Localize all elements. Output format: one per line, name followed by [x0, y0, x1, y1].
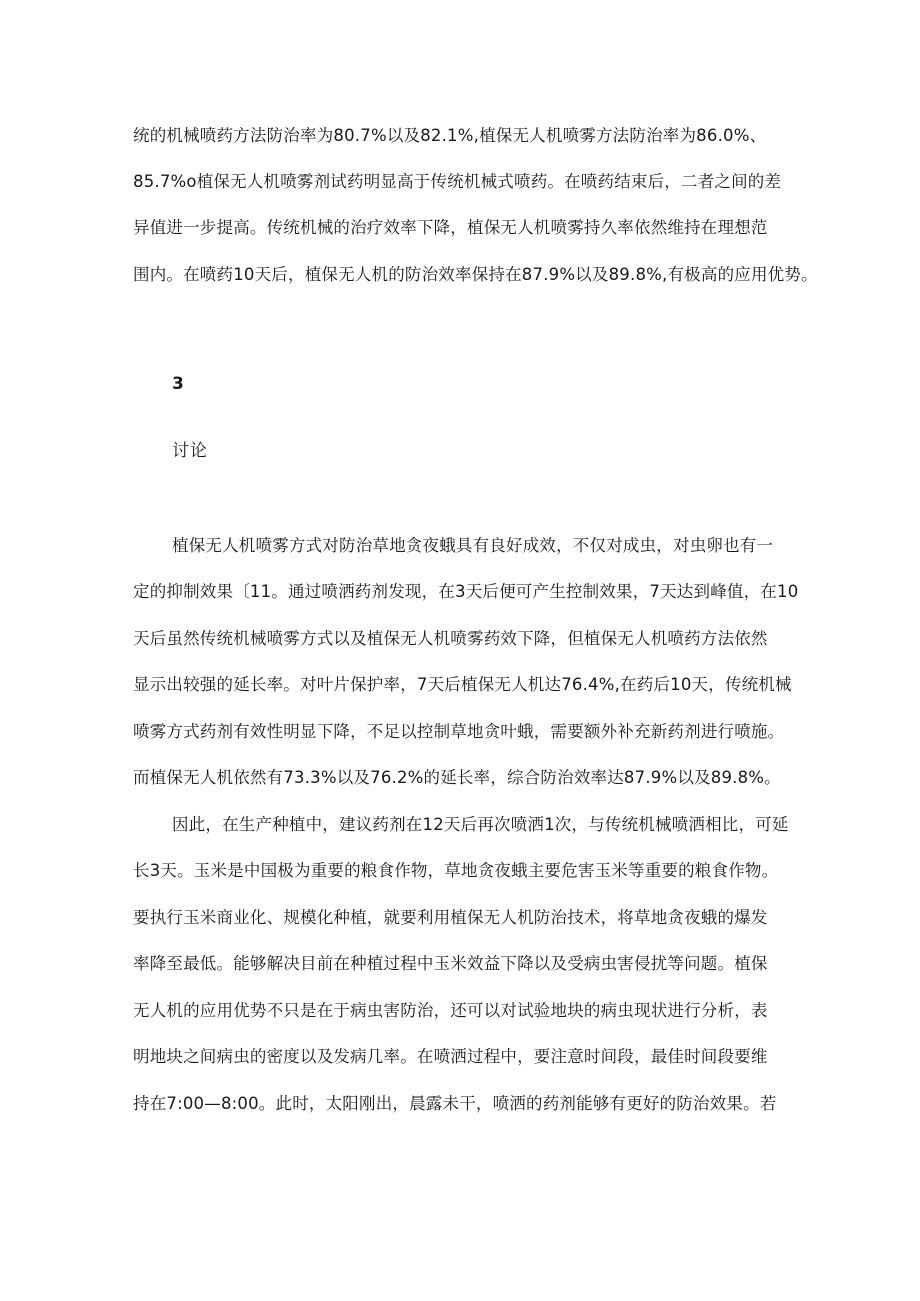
text-line: 因此，在生产种植中，建议药剂在12天后再次喷洒1次，与传统机械喷洒相比，可延	[172, 815, 789, 834]
text-line: 而植保无人机依然有73.3%以及76.2%的延长率，综合防治效率达87.9%以及89.8%。	[133, 768, 781, 787]
text-line: 要执行玉米商业化、规模化种植，就要利用植保无人机防治技术，将草地贪夜蛾的爆发	[133, 908, 768, 927]
text-line: 异值进一步提高。传统机械的治疗效率下降，植保无人机喷雾持久率依然维持在理想范	[133, 218, 768, 237]
text-line: 定的抑制效果〔11。通过喷洒药剂发现，在3天后便可产生控制效果，7天达到峰值，在10	[133, 582, 799, 601]
text-line: 喷雾方式药剂有效性明显下降，不足以控制草地贪叶蛾，需要额外补充新药剂进行喷施。	[133, 722, 785, 741]
text-line: 长3天。玉米是中国极为重要的粮食作物，草地贪夜蛾主要危害玉米等重要的粮食作物。	[133, 861, 779, 880]
text-line: 天后虽然传统机械喷雾方式以及植保无人机喷雾药效下降，但植保无人机喷药方法依然	[133, 629, 768, 648]
text-line: 持在7:00—8:00。此时，太阳刚出，晨露未干，喷洒的药剂能够有更好的防治效果。若	[133, 1094, 777, 1113]
text-line: 无人机的应用优势不只是在于病虫害防治，还可以对试验地块的病虫现状进行分析，表	[133, 1001, 768, 1020]
text-line: 植保无人机喷雾方式对防治草地贪夜蛾具有良好成效，不仅对成虫，对虫卵也有一	[172, 536, 774, 555]
text-line: 明地块之间病虫的密度以及发病几率。在喷洒过程中，要注意时间段，最佳时间段要维	[133, 1047, 768, 1066]
section-title: 讨论	[172, 441, 208, 461]
text-line: 率降至最低。能够解决目前在种植过程中玉米效益下降以及受病虫害侵扰等问题。植保	[133, 954, 768, 973]
text-line: 围内。在喷药10天后，植保无人机的防治效率保持在87.9%以及89.8%,有极高的应用优势。	[133, 265, 818, 284]
section-number: 3	[172, 374, 184, 394]
text-line: 统的机械喷药方法防治率为80.7%以及82.1%,植保无人机喷雾方法防治率为86.0%、	[133, 126, 767, 145]
text-line: 显示出较强的延长率。对叶片保护率，7天后植保无人机达76.4%,在药后10天，传统机械	[133, 675, 792, 694]
text-line: 85.7%o植保无人机喷雾剂试药明显高于传统机械式喷药。在喷药结束后，二者之间的差	[133, 172, 782, 191]
